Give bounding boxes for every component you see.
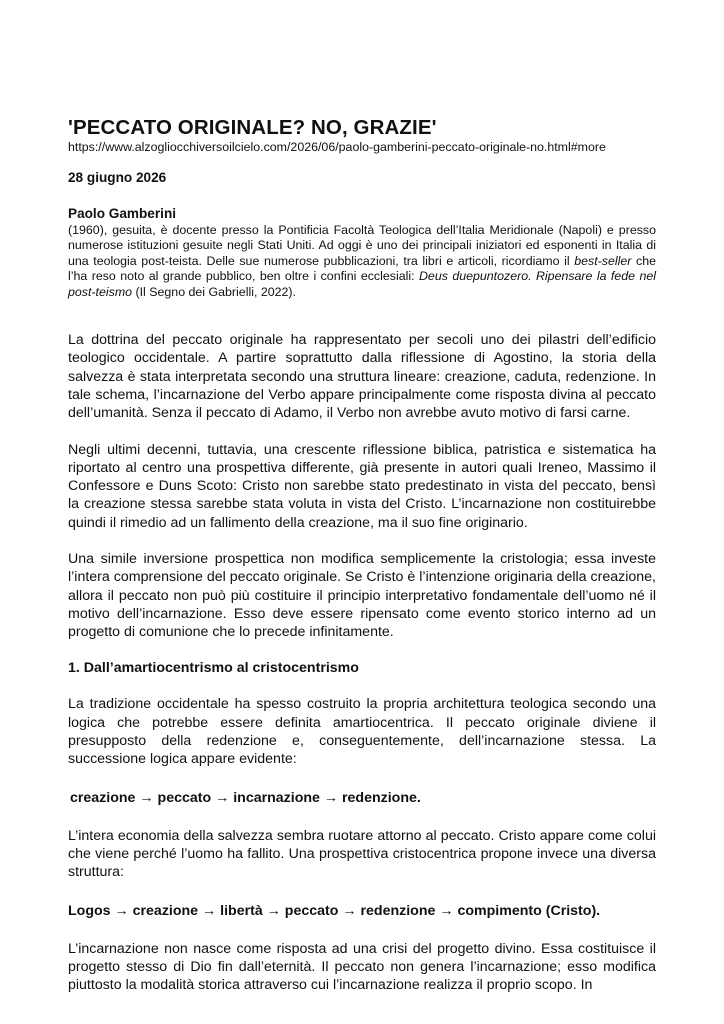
section-heading: 1. Dall’amartiocentrismo al cristocentrismo: [68, 660, 359, 677]
author-bio: [68, 223, 656, 300]
author-bio-text-2: che l’ha reso noto al grande pubblico, ben oltre i confini ecclesiali:: [68, 253, 657, 284]
sequence-amartiocentric: creazione → peccato → incarnazione → redenzione.: [70, 789, 421, 806]
paragraph-3: Una simile inversione prospettica non modifica semplicemente la cristologia; essa investe l’intera comprensione del peccato originale. Se Cristo è l’intenzione originaria della creazione, allora il peccato non può più costituire il principio interpretativo fondamentale dell’uomo né il motivo dell’incarnazione. Esso deve essere ripensato come evento storico interno ad un progetto di comunione che lo precede infinitamente.: [68, 551, 656, 641]
author-bio-italic-1: best-seller: [574, 253, 632, 268]
paragraph-4: La tradizione occidentale ha spesso costruito la propria architettura teologica secondo una logica che potrebbe essere definita amartiocentrica. Il peccato originale diviene il presupposto della redenzione e, conseguentemente, dell’incarnazione stessa. La successione logica appare evidente:: [68, 696, 656, 768]
author-bio-text-1: (1960), gesuita, è docente presso la Pontificia Facoltà Teologica dell’Italia Meridionale (Napoli) e presso numerose istituzioni gesuite negli Stati Uniti. Ad oggi è uno dei principali iniziatori ed esponenti in Italia di una teologia post-teista. Delle sue numerose pubblicazioni, tra libri e articoli, ricordiamo il: [68, 223, 656, 268]
paragraph-2: Negli ultimi decenni, tuttavia, una crescente riflessione biblica, patristica e sistematica ha riportato al centro una prospettiva differente, già presente in autori quali Ireneo, Massimo il Confessore e Duns Scoto: Cristo non sarebbe stato predestinato in vista del peccato, bensì la creazione stessa sarebbe stata voluta in vista del Cristo. L’incarnazione non costituirebbe quindi il rimedio ad un fallimento della creazione, ma il suo fine originario.: [68, 441, 656, 531]
paragraph-5: L’intera economia della salvezza sembra ruotare attorno al peccato. Cristo appare come colui che viene perché l’uomo ha fallito. Una prospettiva cristocentrica propone invece una diversa struttura:: [68, 827, 656, 881]
author-bio-italic-2: Deus duepuntozero. Ripensare la fede nel post-teismo: [68, 269, 656, 299]
source-url: https://www.alzogliocchiversoilcielo.com/2026/06/paolo-gamberini-peccato-originale-no.html#more: [68, 140, 606, 154]
paragraph-1: La dottrina del peccato originale ha rappresentato per secoli uno dei pilastri dell’edificio teologico occidentale. A partire soprattutto dalla riflessione di Agostino, la storia della salvezza è stata interpretata secondo una struttura lineare: creazione, caduta, redenzione. In tale schema, l’incarnazione del Verbo appare principalmente come risposta divina al peccato dell’umanità. Senza il peccato di Adamo, il Verbo non avrebbe avuto motivo di farsi carne.: [68, 332, 656, 422]
sequence-christocentric: Logos → creazione → libertà → peccato → redenzione → compimento (Cristo).: [68, 902, 601, 919]
article: [68, 116, 656, 994]
author-name: Paolo Gamberini: [68, 206, 177, 221]
author-bio-text-3: (Il Segno dei Gabrielli, 2022).: [132, 284, 296, 299]
paragraph-6: L’incarnazione non nasce come risposta ad una crisi del progetto divino. Essa costituisce il progetto stesso di Dio fin dall’eternità. Il peccato non genera l’incarnazione; esso modifica piuttosto la modalità storica attraverso cui l’incarnazione realizza il proprio scopo. In: [68, 940, 656, 994]
publication-date: 28 giugno 2026: [68, 170, 167, 185]
article-title: 'PECCATO ORIGINALE? NO, GRAZIE': [68, 116, 437, 139]
